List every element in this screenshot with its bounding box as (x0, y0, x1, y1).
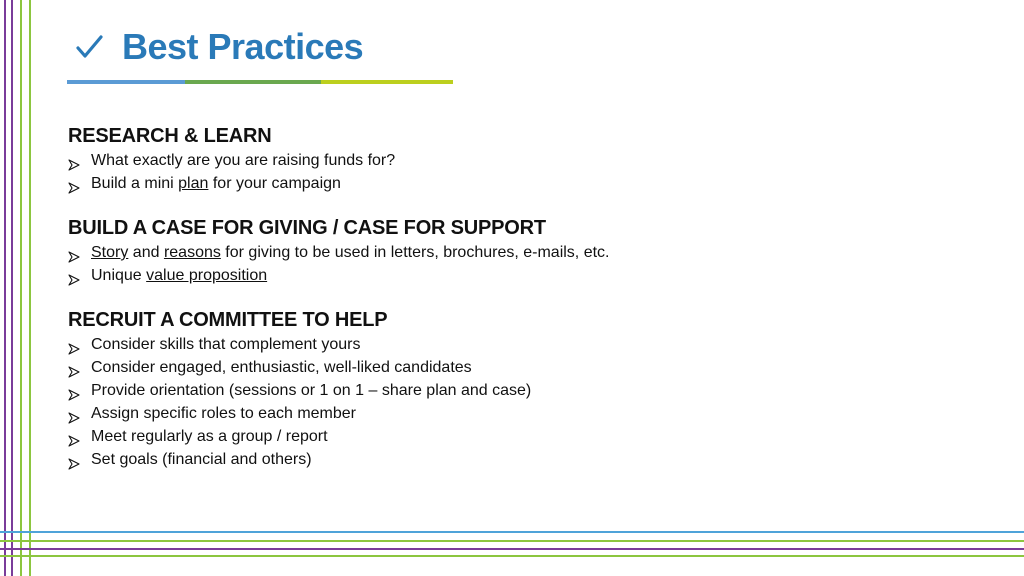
frame-line-left-1 (4, 0, 6, 576)
bullet-item (68, 356, 968, 379)
bullet-text: What exactly are you are raising funds for? (91, 152, 396, 169)
arrow-bullet-icon (68, 454, 80, 466)
arrow-bullet-icon (68, 431, 80, 443)
title-underline (67, 80, 453, 84)
frame-line-left-3 (20, 0, 22, 576)
content (68, 123, 968, 491)
bullet-text: Unique value proposition (91, 267, 268, 284)
underlined-term: plan (178, 175, 209, 192)
bullet-item (68, 425, 968, 448)
underlined-term: value proposition (146, 267, 268, 284)
bullet-item (68, 379, 968, 402)
bullet-item (68, 149, 968, 172)
bullet-text: Meet regularly as a group / report (91, 428, 328, 445)
section-case-for-support (68, 215, 968, 287)
section-heading: RESEARCH & LEARN (68, 125, 272, 147)
frame-line-left-2 (11, 0, 13, 576)
underline-segment-blue (67, 80, 185, 84)
section-committee (68, 307, 968, 471)
section-heading: BUILD A CASE FOR GIVING / CASE FOR SUPPORT (68, 217, 546, 239)
underlined-term: reasons (163, 244, 221, 261)
frame-line-bottom-2 (0, 540, 1024, 542)
underline-segment-lime (321, 80, 453, 84)
bullet-text: Consider skills that complement yours (91, 336, 361, 353)
frame-line-bottom-1 (0, 531, 1024, 533)
arrow-bullet-icon (68, 155, 80, 167)
bullet-item (68, 333, 968, 356)
bullet-text: Assign specific roles to each member (91, 405, 356, 422)
page-title: Best Practices (122, 26, 364, 67)
bullet-item (68, 172, 968, 195)
bullet-item (68, 448, 968, 471)
frame-line-bottom-4 (0, 555, 1024, 557)
arrow-bullet-icon (68, 247, 80, 259)
bullet-item (68, 402, 968, 425)
underline-segment-green (185, 80, 321, 84)
bullet-text: Set goals (financial and others) (91, 451, 312, 468)
bullet-text: Build a mini plan for your campaign (91, 175, 341, 192)
bullet-text: Story and reasons for giving to be used in letters, brochures, e-mails, etc. (91, 244, 610, 261)
frame-line-bottom-3 (0, 548, 1024, 550)
section-research (68, 123, 968, 195)
bullet-item (68, 264, 968, 287)
arrow-bullet-icon (68, 362, 80, 374)
arrow-bullet-icon (68, 385, 80, 397)
bullet-item (68, 241, 968, 264)
arrow-bullet-icon (68, 270, 80, 282)
section-heading: RECRUIT A COMMITTEE TO HELP (68, 309, 388, 331)
arrow-bullet-icon (68, 178, 80, 190)
bullet-text: Consider engaged, enthusiastic, well-liked candidates (91, 359, 472, 376)
arrow-bullet-icon (68, 408, 80, 420)
check-icon (74, 32, 104, 62)
bullet-text: Provide orientation (sessions or 1 on 1 – share plan and case) (91, 382, 532, 399)
title-row (74, 26, 363, 68)
arrow-bullet-icon (68, 339, 80, 351)
underlined-term: Story (91, 244, 129, 261)
frame-line-left-4 (29, 0, 31, 576)
